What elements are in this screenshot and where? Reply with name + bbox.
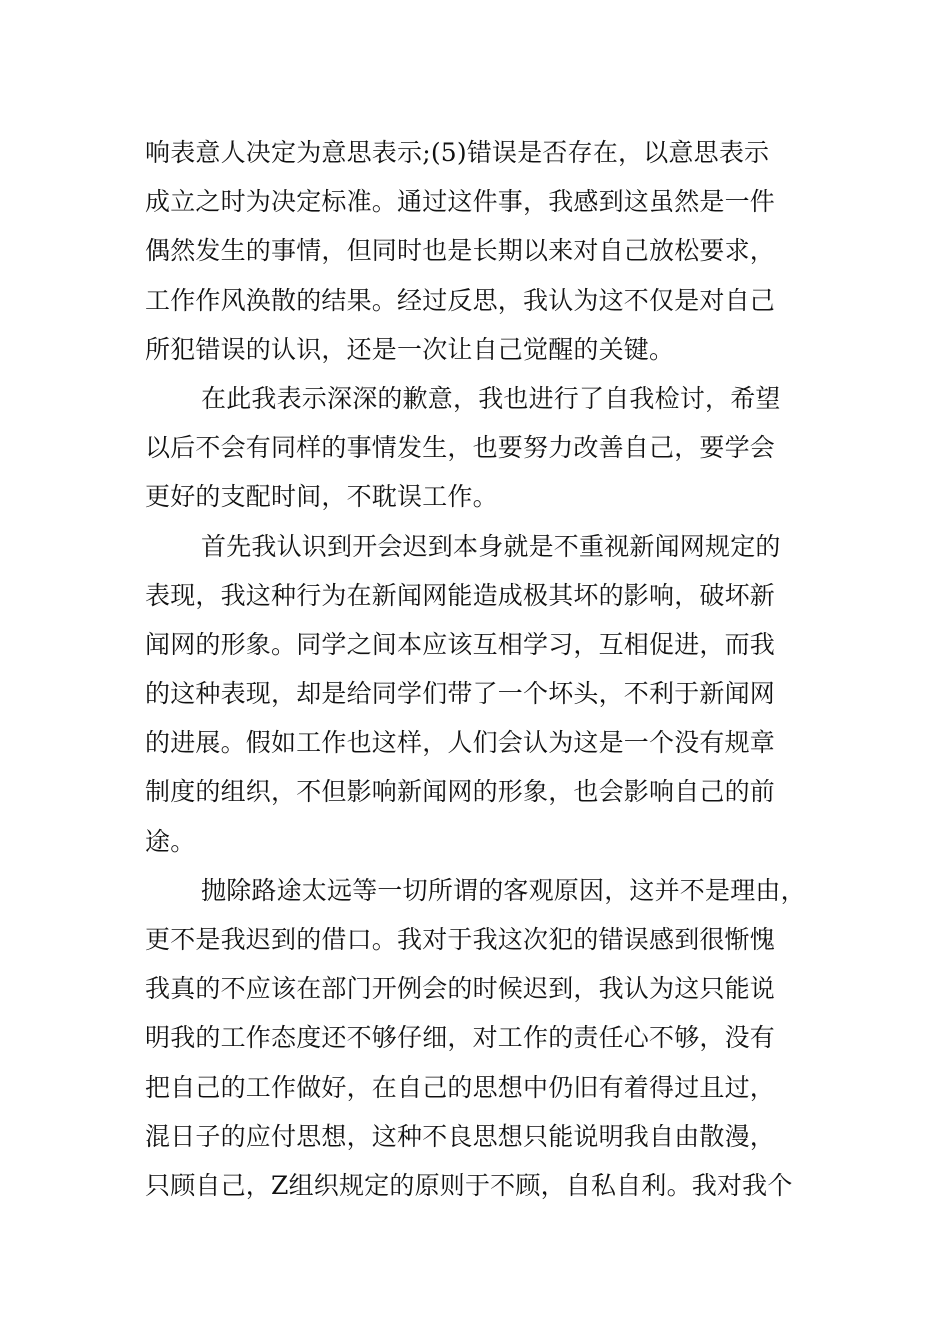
text-line: 途。 bbox=[145, 826, 196, 856]
text-line: 明我的工作态度还不够仔细，对工作的责任心不够，没有 bbox=[145, 1023, 776, 1053]
text-line: 偶然发生的事情，但同时也是长期以来对自己放松要求， bbox=[145, 236, 776, 266]
text-line: 把自己的工作做好，在自己的思想中仍旧有着得过且过， bbox=[145, 1072, 776, 1102]
text-line: 以后不会有同样的事情发生，也要努力改善自己，要学会 bbox=[145, 433, 776, 463]
text-line: 只顾自己，Z组织规定的原则于不顾，自私自利。我对我个 bbox=[145, 1170, 793, 1200]
text-line: 我真的不应该在部门开例会的时候迟到，我认为这只能说 bbox=[145, 974, 776, 1004]
text-line: 所犯错误的认识，还是一次让自己觉醒的关键。 bbox=[145, 334, 675, 364]
paragraph-start-line: 首先我认识到开会迟到本身就是不重视新闻网规定的 bbox=[201, 531, 781, 561]
document-page bbox=[145, 128, 815, 1210]
text-line: 的进展。假如工作也这样，人们会认为这是一个没有规章 bbox=[145, 728, 776, 758]
text-line: 更不是我迟到的借口。我对于我这次犯的错误感到很惭愧 bbox=[145, 925, 776, 954]
text-line: 制度的组织，不但影响新闻网的形象，也会影响自己的前 bbox=[145, 777, 776, 807]
text-line: 闻网的形象。同学之间本应该互相学习，互相促进，而我 bbox=[145, 629, 776, 659]
text-line: 成立之时为决定标准。通过这件事，我感到这虽然是一件 bbox=[145, 187, 776, 217]
text-line: 表现，我这种行为在新闻网能造成极其坏的影响，破坏新 bbox=[145, 580, 776, 610]
text-line: 的这种表现，却是给同学们带了一个坏头，不利于新闻网 bbox=[145, 679, 776, 709]
paragraph-start-line: 在此我表示深深的歉意，我也进行了自我检讨，希望 bbox=[201, 383, 781, 413]
text-line: 工作作风涣散的结果。经过反思，我认为这不仅是对自己 bbox=[145, 285, 776, 315]
text-line: 更好的支配时间，不耽误工作。 bbox=[145, 482, 498, 512]
text-line: 响表意人决定为意思表示;(5)错误是否存在，以意思表示 bbox=[145, 138, 770, 167]
paragraph-start-line: 抛除路途太远等一切所谓的客观原因，这并不是理由， bbox=[201, 875, 806, 905]
text-line: 混日子的应付思想，这种不良思想只能说明我自由散漫， bbox=[145, 1121, 776, 1151]
